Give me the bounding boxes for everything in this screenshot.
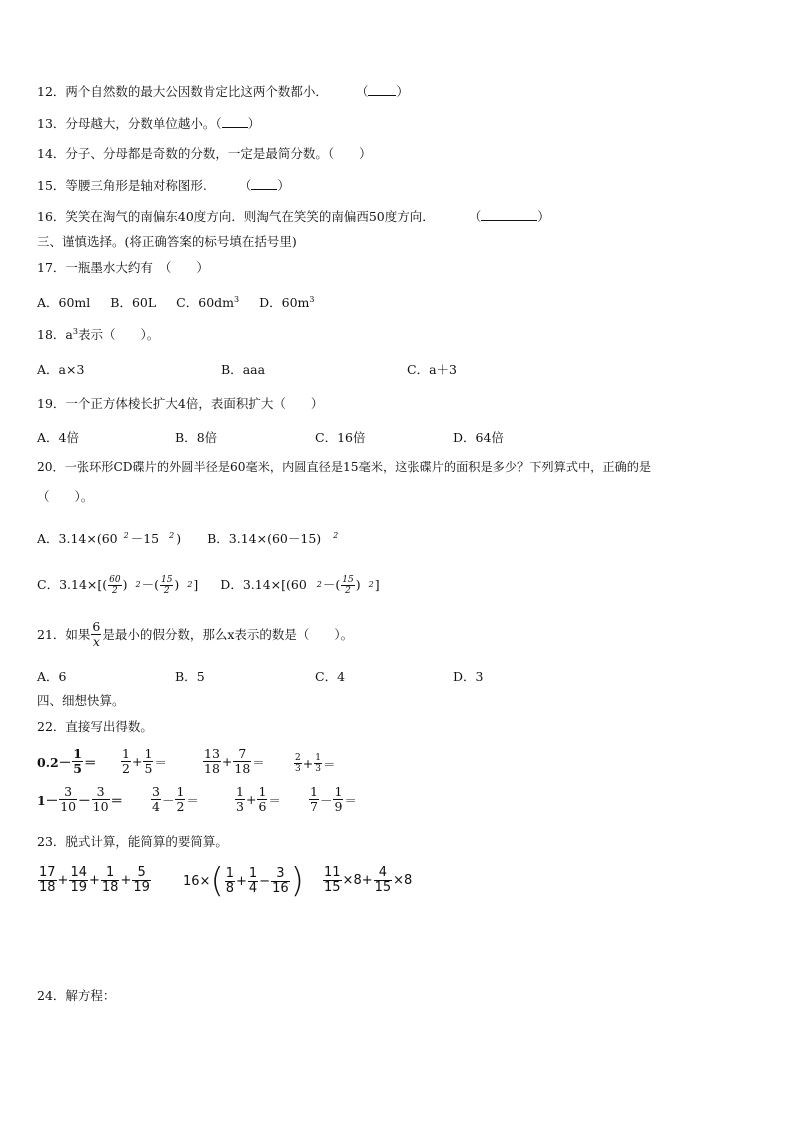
question-13: 13．分母越大，分数单位越小。（ ） [37, 116, 261, 131]
option-b[interactable]: B．60L [110, 295, 157, 311]
fraction: $\frac{6}{x}$ [92, 619, 101, 649]
answer-blank[interactable]: （ ） [327, 146, 372, 161]
q20-options-cd [37, 572, 380, 598]
option-a[interactable]: A．3.14×(60 $^2$ －15 $^2$ ) [37, 531, 182, 547]
q22-row-1: 0.2－ $\frac{1}{5}$ ＝ [37, 746, 97, 776]
q20-options-ab [37, 528, 338, 547]
q17-options [37, 292, 314, 311]
option-d[interactable]: D．64倍 [453, 430, 504, 445]
question-16: 16．笑笑在淘气的南偏东40度方向．则淘气在笑笑的南偏西50度方向． （ ） [37, 209, 550, 224]
q22-row-2-c: $\frac{1}{3}$ + $\frac{1}{6}$ ＝ [236, 784, 281, 814]
option-d[interactable]: D． 3.14×[(60 2 －( $\frac{15}{2}$ ) 2 ] [220, 574, 380, 596]
option-a[interactable]: A．a×3 [37, 362, 85, 377]
q22-row-2-d: $\frac{1}{7}$ － $\frac{1}{9}$ ＝ [310, 784, 357, 814]
section-4-heading: 四、细想快算。 [37, 693, 125, 708]
option-b[interactable]: B．aaa [221, 362, 266, 377]
q21-options [37, 667, 757, 683]
question-24: 24．解方程： [37, 988, 116, 1003]
question-21: 21． 如果 $\frac{6}{x}$ 是最小的假分数，那么x表示的数是（ ）。 [37, 619, 354, 649]
fraction: $\frac{15}{2}$ [160, 574, 173, 596]
option-b[interactable]: B．3.14×(60－15) $^2$ [207, 531, 339, 547]
q22-row-2-b: $\frac{3}{4}$ － $\frac{1}{2}$ ＝ [152, 784, 199, 814]
question-19: 19．一个正方体棱长扩大4倍，表面积扩大（ ） [37, 396, 324, 411]
question-17: 17．一瓶墨水大约有 （ ） [37, 260, 209, 275]
q22-row-1-c: $\frac{13}{18}$ + $\frac{7}{18}$ ＝ [204, 746, 265, 776]
answer-blank[interactable] [251, 177, 277, 190]
option-c[interactable]: C．a＋3 [407, 362, 457, 377]
answer-blank[interactable] [368, 83, 396, 96]
option-c[interactable]: C． 3.14×[( $\frac{60}{2}$ ) 2 －( $\frac{15}{2}$ ) 2 ] [37, 574, 199, 596]
q23-expression-2: 16× ( $\frac{1}{8}$ + $\frac{1}{4}$ − $\frac{3}{16}$ ) [183, 861, 304, 901]
fraction: $\frac{60}{2}$ [109, 574, 121, 596]
q20-answer-blank[interactable]: （ ）。 [37, 489, 94, 504]
question-22: 22．直接写出得数。 [37, 719, 153, 734]
q23-expression-1: $\frac{17}{18}$ + $\frac{14}{19}$ + $\frac{1}{18}$ + $\frac{5}{19}$ [39, 865, 150, 895]
question-14: 14．分子、分母都是奇数的分数，一定是最简分数。（ ） [37, 146, 372, 161]
option-a[interactable]: A．60ml [37, 295, 91, 311]
section-3-heading: 三、谨慎选择。(将正确答案的标号填在括号里) [37, 234, 297, 249]
option-a[interactable]: A．4倍 [37, 430, 79, 445]
question-20: 20．一张环形CD碟片的外圆半径是60毫米，内圆直径是15毫米，这张碟片的面积是多少？下列算式中，正确的是 [37, 460, 652, 474]
question-18: 18．$a^3$表示（ ）。 [37, 327, 160, 343]
option-d[interactable]: D．$60m^3$ [259, 295, 315, 311]
option-c[interactable]: C．4 [315, 669, 346, 684]
option-b[interactable]: B．8倍 [175, 430, 218, 445]
option-c[interactable]: C．16倍 [315, 430, 366, 445]
q22-row-2: 1－ $\frac{3}{10}$ － $\frac{3}{10}$ ＝ [37, 784, 124, 814]
fraction: $\frac{15}{2}$ [342, 574, 354, 596]
answer-blank[interactable] [222, 115, 248, 128]
option-a[interactable]: A．6 [37, 669, 67, 684]
question-15: 15．等腰三角形是轴对称图形. （ ） [37, 178, 290, 193]
question-23: 23．脱式计算，能简算的要简算。 [37, 834, 228, 849]
q23-expression-3: $\frac{11}{15}$ ×8+ $\frac{4}{15}$ ×8 [324, 865, 413, 895]
q19-options [37, 428, 757, 444]
option-c[interactable]: C．$60dm^3$ [176, 295, 240, 311]
question-12: 12．两个自然数的最大公因数肯定比这两个数都小． （ ） [37, 84, 409, 99]
answer-blank[interactable] [481, 208, 537, 221]
answer-blank[interactable]: （ ） [158, 260, 209, 275]
option-b[interactable]: B．5 [175, 669, 205, 684]
option-d[interactable]: D．3 [453, 669, 484, 684]
q18-options [37, 360, 757, 376]
q22-row-1-b: $\frac{1}{2}$ + $\frac{1}{5}$ ＝ [122, 746, 167, 776]
q22-row-1-d: $\frac{2}{3}$ + $\frac{1}{3}$ ＝ [295, 753, 336, 774]
